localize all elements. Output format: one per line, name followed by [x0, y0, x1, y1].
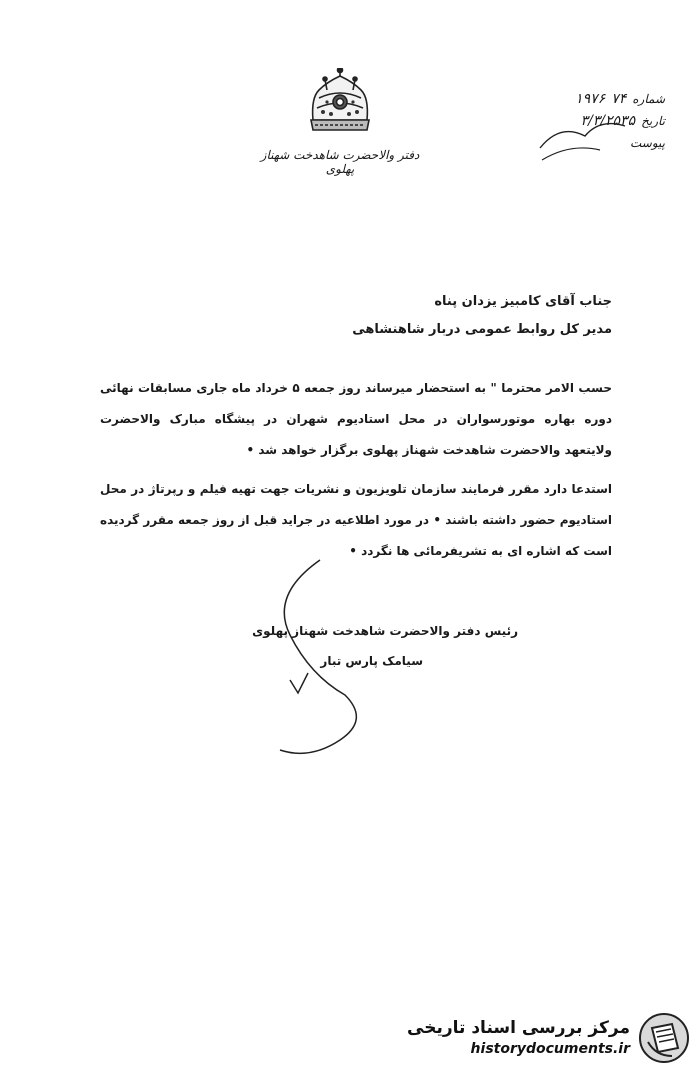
reference-number-row	[540, 88, 665, 110]
watermark-url: historydocuments.ir	[470, 1040, 630, 1057]
reference-code-value: ۱۹۷۶	[575, 91, 606, 107]
reference-number-label: شماره	[632, 92, 665, 106]
reference-date-value: ۳/۳/۲۵۳۵	[580, 113, 636, 129]
addressee-name: جناب آقای کامبیز یزدان پناه	[434, 294, 612, 309]
signatory-name: سیامک پارس تبار	[320, 654, 423, 668]
watermark	[405, 1010, 690, 1065]
reference-date-label: تاریخ	[641, 114, 665, 128]
document-center-logo-icon	[638, 1012, 690, 1064]
signatory-title: رئیس دفتر والاحضرت شاهدخت شهناز پهلوی	[252, 624, 518, 638]
body-paragraph-1: حسب الامر محترما " به استحضار میرساند روز جمعه ۵ خرداد ماه جاری مسابقات نهائی دوره بهاره موتورسواران در محل استادیوم شهران در پیشگاه مبارک والاحضرت ولایتعهد والاحضرت شاهدخت شهناز پهلوی برگزار خواهد شد •	[100, 381, 612, 457]
reference-date-row	[540, 110, 665, 132]
crown-emblem-icon	[305, 68, 375, 140]
watermark-text	[407, 1017, 630, 1059]
addressee-block	[352, 288, 612, 344]
office-name: دفتر والاحضرت شاهدخت شهناز پهلوی	[260, 148, 420, 176]
reference-number-value: ۷۴	[611, 91, 627, 107]
addressee-title: مدیر کل روابط عمومی دربار شاهنشاهی	[352, 322, 612, 337]
body-paragraph-2: استدعا دارد مقرر فرمایند سازمان تلویزیون و نشریات جهت تهیه فیلم و رپرتاژ در محل استادیوم حضور داشته باشند • در مورد اطلاعیه در جراید قبل از روز جمعه مقرر گردیده است که اشاره ای به تشریفرمائی ها نگردد •	[100, 482, 612, 558]
signature-block	[252, 616, 518, 676]
reference-attachment-label: پیوست	[630, 136, 665, 150]
reference-block	[540, 88, 665, 154]
watermark-title: مرکز بررسی اسناد تاریخی	[407, 1017, 630, 1038]
reference-attachment-row	[540, 132, 665, 154]
